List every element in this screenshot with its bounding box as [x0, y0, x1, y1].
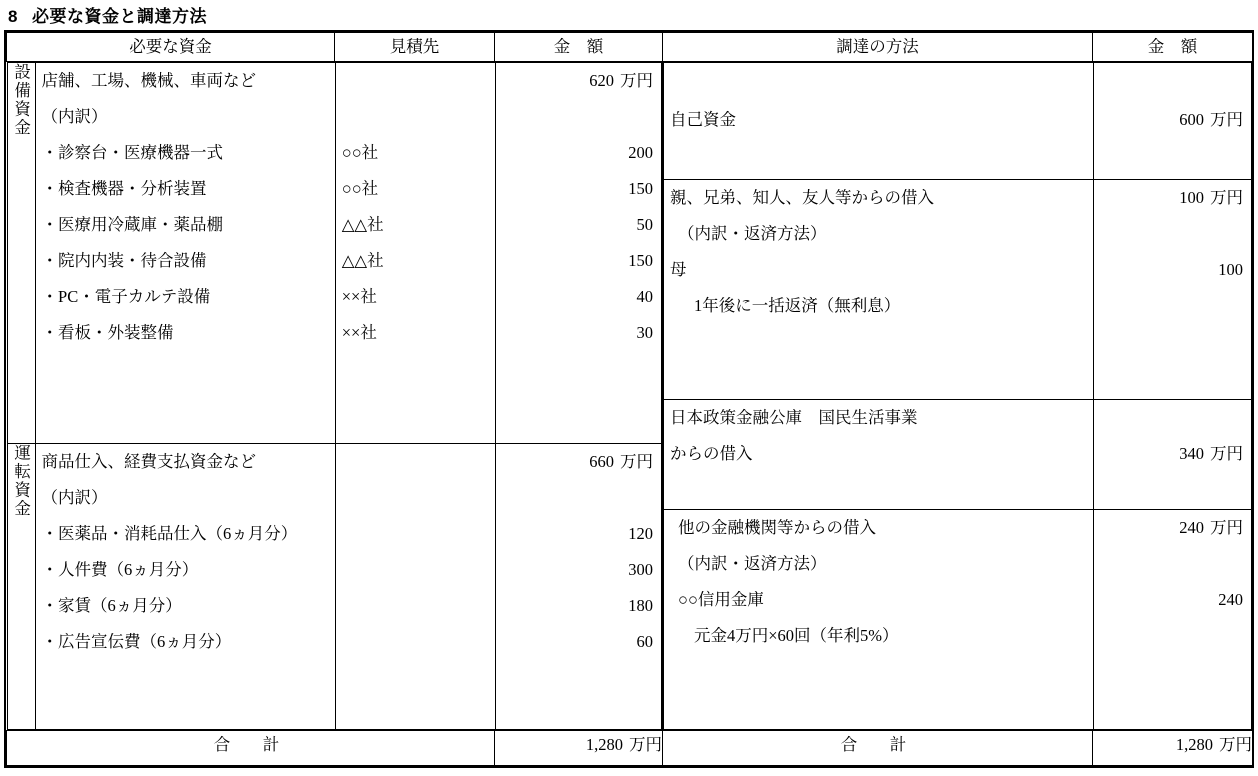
right-total-amount: 1,280 [1175, 735, 1213, 754]
section-number: 8 [8, 7, 18, 26]
table-header-row [7, 33, 1253, 62]
working-source-blank [336, 480, 495, 516]
working-amount-2: 180 [628, 595, 653, 615]
other-loan-line-0: （内訳・返済方法） [678, 554, 827, 574]
equipment-amount-5: 30 [636, 323, 653, 342]
family-loan-amount-blank [1094, 216, 1251, 252]
other-loan-amount-blank2 [1094, 618, 1251, 654]
equipment-label: 設備資金 [11, 63, 31, 137]
working-summary-item: 商品仕入、経費支払資金など [41, 451, 257, 471]
equipment-source-3: △△社 [341, 251, 384, 270]
own-funds-unit: 万円 [1210, 110, 1243, 129]
equipment-summary-item: 店舗、工場、機械、車両など [41, 71, 257, 90]
working-amount-blank [496, 480, 661, 516]
left-total-unit: 万円 [629, 735, 662, 754]
other-loan-title: 他の金融機関等からの借入 [678, 518, 876, 538]
left-total-amount-cell [495, 731, 663, 766]
jfc-loan-title2: からの借入 [670, 443, 753, 463]
page-title [8, 2, 207, 27]
family-loan-line-0: （内訳・返済方法） [678, 223, 827, 243]
left-side-container [7, 62, 663, 731]
family-loan-text-cell [664, 179, 1094, 399]
section-title-text: 必要な資金と調達方法 [31, 7, 207, 26]
other-loan-unit: 万円 [1210, 518, 1243, 538]
other-loan-line-amount-1: 240 [1218, 590, 1243, 610]
right-total-unit: 万円 [1219, 735, 1252, 754]
working-items-cell [35, 443, 335, 729]
family-loan-line-2: 1年後に一括返済（無利息） [694, 295, 901, 315]
working-summary-amount-row [496, 444, 661, 480]
jfc-loan-amount: 340 [1179, 444, 1204, 464]
procurement-block-jfc-loan [664, 399, 1252, 510]
equipment-sources-cell [335, 63, 495, 444]
equipment-block-row [7, 63, 662, 444]
working-amount-0: 120 [628, 523, 653, 543]
other-loan-line-1: ○○信用金庫 [678, 590, 764, 610]
working-item-1: ・人件費（6ヵ月分） [41, 559, 199, 579]
working-source-1 [336, 552, 495, 588]
equipment-amounts-cell [495, 63, 661, 444]
right-total-amount-cell [1093, 731, 1253, 766]
equipment-amount-2: 50 [636, 215, 653, 234]
working-amounts-cell [495, 443, 661, 729]
equipment-item-4: ・PC・電子カルテ設備 [41, 287, 211, 306]
other-loan-amount: 240 [1179, 518, 1204, 538]
equipment-source-0: ○○社 [341, 143, 379, 162]
working-source-0 [336, 516, 495, 552]
working-block-row [7, 443, 662, 729]
equipment-item-2: ・医療用冷蔵庫・薬品棚 [41, 215, 224, 234]
working-source-summary [336, 444, 495, 480]
equipment-item-1: ・検査機器・分析装置 [41, 179, 207, 198]
own-funds-title: 自己資金 [670, 110, 736, 129]
own-funds-spacer [664, 63, 1093, 101]
family-loan-line-1: 母 [670, 259, 687, 279]
header-procurement: 調達の方法 [663, 33, 1093, 62]
working-item-2: ・家賃（6ヵ月分） [41, 595, 182, 615]
equipment-item-0: ・診察台・医療機器一式 [41, 143, 224, 162]
jfc-loan-amount-cell [1094, 399, 1252, 510]
equipment-items-cell [35, 63, 335, 444]
equipment-source-5: ××社 [341, 323, 377, 342]
right-side-table [663, 62, 1252, 730]
family-loan-amount-blank2 [1094, 288, 1251, 324]
working-source-2 [336, 588, 495, 624]
equipment-source-2: △△社 [341, 215, 384, 234]
family-loan-amount-cell [1094, 179, 1252, 399]
equipment-source-4: ××社 [341, 287, 377, 306]
working-item-3: ・広告宣伝費（6ヵ月分） [41, 631, 232, 651]
header-amount-right: 金 額 [1093, 33, 1253, 62]
own-funds-text-cell [664, 63, 1094, 180]
working-summary-unit: 万円 [620, 451, 653, 471]
family-loan-amount: 100 [1179, 187, 1204, 207]
equipment-label-cell [7, 63, 35, 444]
jfc-loan-title: 日本政策金融公庫 国民生活事業 [670, 407, 918, 427]
funding-table-inner [6, 32, 1253, 766]
equipment-amount-1: 150 [628, 179, 653, 198]
equipment-amount-blank [496, 99, 661, 135]
equipment-item-5: ・看板・外装整備 [41, 323, 174, 342]
equipment-item-3: ・院内内装・待合設備 [41, 251, 207, 270]
equipment-source-summary [336, 63, 495, 99]
working-source-3 [336, 624, 495, 660]
left-total-label: 合 計 [7, 731, 495, 766]
table-total-row [7, 731, 1253, 766]
equipment-amount-4: 40 [636, 287, 653, 306]
family-loan-title: 親、兄弟、知人、友人等からの借入 [670, 187, 934, 207]
working-breakdown-label: （内訳） [41, 487, 108, 507]
left-side-table [7, 62, 663, 730]
equipment-summary-unit: 万円 [620, 71, 653, 90]
working-sources-cell [335, 443, 495, 729]
left-total-amount: 1,280 [585, 735, 623, 754]
equipment-source-blank [336, 99, 495, 135]
procurement-block-own-funds [664, 63, 1252, 180]
jfc-loan-amount-row [1094, 418, 1251, 490]
working-summary-amount: 660 [589, 451, 614, 471]
other-loan-amount-cell [1094, 510, 1252, 730]
equipment-breakdown-label: （内訳） [41, 107, 108, 126]
table-body-row [7, 62, 1253, 731]
procurement-block-family-loan [664, 179, 1252, 399]
header-amount-left: 金 額 [495, 33, 663, 62]
own-funds-amount-cell [1094, 63, 1252, 180]
working-amount-1: 300 [628, 559, 653, 579]
other-loan-amount-blank [1094, 546, 1251, 582]
working-label: 運転資金 [11, 443, 31, 518]
jfc-loan-text-cell [664, 399, 1094, 510]
other-loan-text-cell [664, 510, 1094, 730]
own-funds-spacer-amt [1094, 63, 1251, 101]
header-need-funds: 必要な資金 [7, 33, 335, 62]
equipment-source-1: ○○社 [341, 179, 379, 198]
right-side-container [663, 62, 1253, 731]
family-loan-line-amount-1: 100 [1218, 259, 1243, 279]
equipment-amount-3: 150 [628, 251, 653, 270]
family-loan-amount-row [1094, 180, 1251, 216]
jfc-loan-unit: 万円 [1210, 444, 1243, 464]
funding-table [4, 30, 1254, 768]
family-loan-unit: 万円 [1210, 187, 1243, 207]
right-total-label: 合 計 [663, 731, 1093, 766]
equipment-summary-amount: 620 [589, 71, 614, 90]
own-funds-amount: 600 [1179, 110, 1204, 129]
procurement-block-other-loan [664, 510, 1252, 730]
equipment-summary-amount-row [496, 63, 661, 99]
working-item-0: ・医薬品・消耗品仕入（6ヵ月分） [41, 523, 298, 543]
other-loan-amount-row [1094, 510, 1251, 546]
working-amount-3: 60 [636, 631, 653, 651]
working-label-cell [7, 443, 35, 729]
own-funds-amount-row [1094, 101, 1251, 139]
equipment-amount-0: 200 [628, 143, 653, 162]
other-loan-line-2: 元金4万円×60回（年利5%） [694, 626, 899, 646]
header-estimate-source: 見積先 [335, 33, 495, 62]
